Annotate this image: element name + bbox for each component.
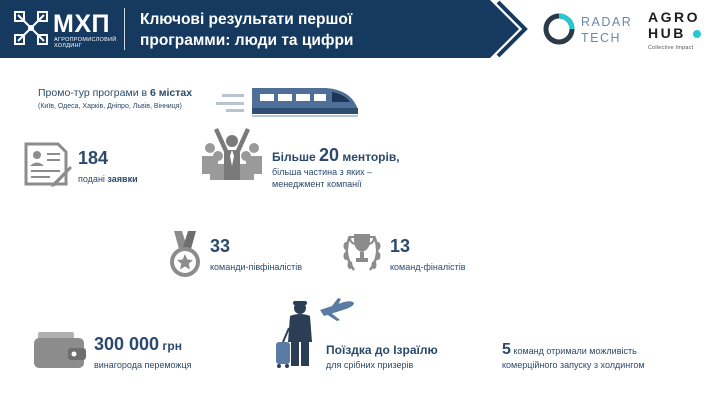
mentors-line3: менеджмент компанії (272, 179, 362, 189)
agro-hub-logo (648, 10, 718, 54)
agro-line1: AGRO (648, 9, 700, 25)
title-line-2: программи: люди та цифри (140, 32, 354, 49)
logo-subtitle: АГРОПРОМИСЛОВИЙ ХОЛДИНГ (54, 37, 117, 49)
train-icon (214, 82, 360, 118)
launch-value: 5 (502, 341, 511, 358)
wallet-icon (32, 326, 88, 370)
semifinal-label: команди-півфіналістів (210, 262, 303, 272)
semifinal-value: 33 (210, 236, 231, 256)
final-value: 13 (390, 236, 411, 256)
logo-name: МХП (53, 10, 110, 38)
header-divider (124, 8, 125, 50)
israel-label: для срібних призерів (326, 360, 414, 370)
prize-amount: 300 000 (94, 334, 160, 354)
radar-ring-icon (541, 11, 577, 47)
mentors-suffix: менторів, (339, 150, 400, 164)
prize-value (94, 334, 182, 355)
promo-count: 6 містах (149, 87, 193, 99)
launch-line1 (502, 341, 637, 359)
radar-line1: RADAR (581, 15, 633, 29)
trophy-wreath-icon (340, 226, 384, 278)
mentors-title (272, 145, 400, 166)
mentors-count: 20 (318, 145, 339, 165)
applications-value: 184 (78, 148, 109, 168)
mentors-crowd-icon (198, 126, 266, 182)
applications-label (78, 174, 138, 184)
mentors-line2: більша частина з яких – (272, 167, 373, 177)
radar-tech-logo (541, 11, 635, 47)
page-title (140, 9, 460, 51)
windmill-icon (14, 11, 48, 45)
header-chevron (470, 0, 530, 58)
final-label: команд-фіналістів (390, 262, 466, 272)
promo-text (38, 87, 192, 99)
applications-label-bold: заявки (107, 174, 138, 184)
agro-tagline: Collective Impact (648, 45, 694, 51)
promo-prefix: Промо-тур програми в (38, 87, 150, 99)
agro-line2: HUB (648, 25, 686, 41)
prize-unit: грн (159, 339, 182, 353)
title-line-1: Ключові результати першої (140, 11, 353, 28)
mhp-logo (14, 11, 126, 47)
application-document-icon (22, 140, 72, 188)
applications-label-prefix: подані (78, 174, 108, 184)
promo-cities: (Київ, Одеса, Харків, Дніпро, Львів, Вінниця) (38, 103, 182, 110)
medal-icon (166, 229, 204, 281)
mentors-prefix: Більше (272, 150, 319, 164)
agro-dot-icon (693, 30, 701, 38)
header (0, 0, 720, 58)
prize-label: винагорода переможця (94, 360, 192, 370)
launch-line2: комерційного запуску з холдингом (502, 360, 645, 370)
launch-line1-rest: команд отримали можливість (510, 346, 637, 356)
radar-line2: TECH (581, 31, 622, 45)
israel-title: Поїздка до Ізраїлю (326, 343, 438, 357)
